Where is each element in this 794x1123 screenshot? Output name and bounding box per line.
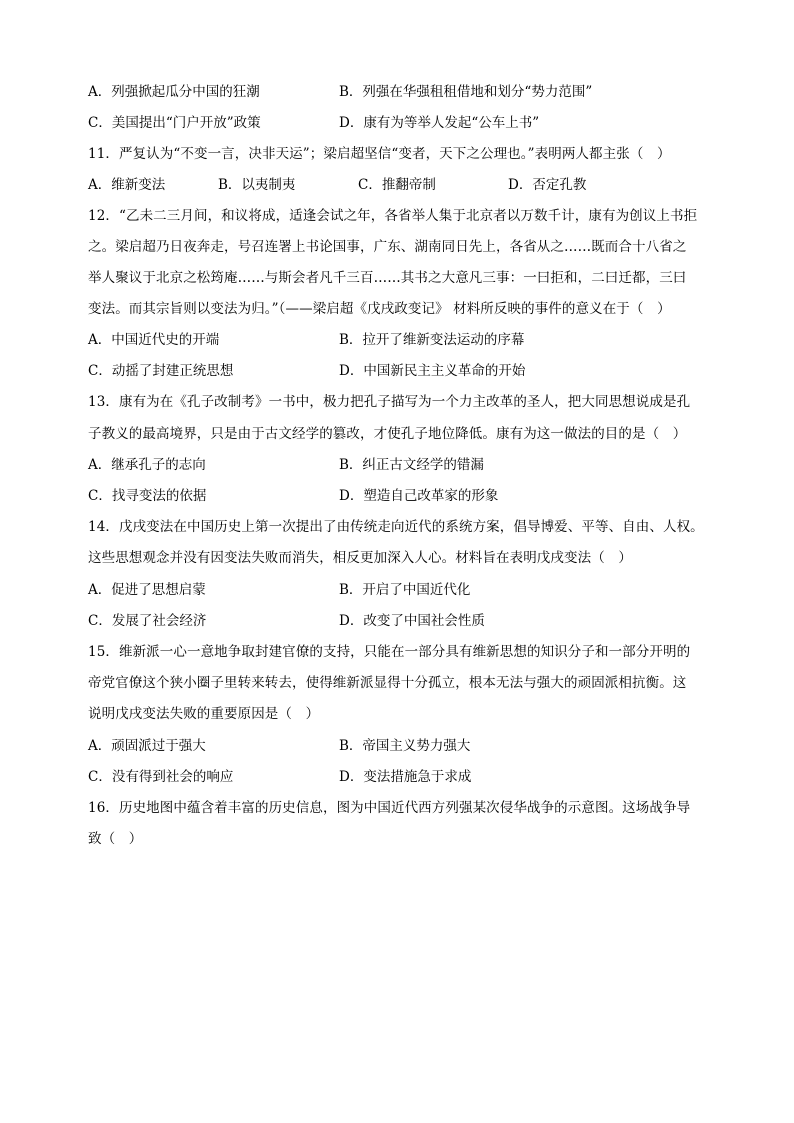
q10-option-c: C．美国提出“门户开放”政策 <box>88 115 261 131</box>
q11-option-d: D．否定孔教 <box>508 177 587 193</box>
q12-stem-line-2: 之。梁启超乃日夜奔走，号召连署上书论国事，广东、湖南同日先上，各省从之……既而合十八省之 <box>88 239 687 255</box>
q13-option-d: D．塑造自己改革家的形象 <box>339 488 499 504</box>
q11-option-c: C．推翻帝制 <box>358 177 436 193</box>
q11-stem: 11．严复认为“不变一言，决非天运”；梁启超坚信“变者，天下之公理也。”表明两人都主张（ ） <box>88 146 671 162</box>
q14-option-d: D．改变了中国社会性质 <box>339 613 485 629</box>
q16-stem-line-2: 致（ ） <box>88 831 143 847</box>
q15-option-d: D．变法措施急于求成 <box>339 769 472 785</box>
q15-option-a: A．顽固派过于强大 <box>88 738 206 754</box>
q14-option-b: B．开启了中国近代化 <box>339 582 471 598</box>
q10-option-d: D．康有为等举人发起“公车上书” <box>339 115 540 131</box>
q15-stem-line-1: 15．维新派一心一意地争取封建官僚的支持，只能在一部分具有维新思想的知识分子和一部分开明的 <box>88 644 691 660</box>
q13-option-a: A．继承孔子的志向 <box>88 457 206 473</box>
q13-option-b: B．纠正古文经学的错漏 <box>339 457 484 473</box>
q15-option-c: C．没有得到社会的响应 <box>88 769 234 785</box>
q12-option-a: A．中国近代史的开端 <box>88 332 220 348</box>
q15-stem-line-2: 帝党官僚这个狭小圈子里转来转去，使得维新派显得十分孤立，根本无法与强大的顽固派相抗衡。这 <box>88 675 687 691</box>
q14-option-c: C．发展了社会经济 <box>88 613 207 629</box>
q13-option-c: C．找寻变法的依据 <box>88 488 207 504</box>
q12-option-b: B．拉开了维新变法运动的序幕 <box>339 332 525 348</box>
q13-stem-line-1: 13．康有为在《孔子改制考》一书中，极力把孔子描写为一个力主改革的圣人，把大同思想说成是孔 <box>88 394 691 410</box>
q11-option-a: A．维新变法 <box>88 177 166 193</box>
q13-stem-line-2: 子教义的最高境界，只是由于古文经学的篡改，才使孔子地位降低。康有为这一做法的目的是（ ） <box>88 426 687 442</box>
q16-stem-line-1: 16．历史地图中蕴含着丰富的历史信息，图为中国近代西方列强某次侵华战争的示意图。这场战争导 <box>88 800 691 816</box>
q12-option-d: D．中国新民主主义革命的开始 <box>339 363 526 379</box>
q12-option-c: C．动摇了封建正统思想 <box>88 363 234 379</box>
q11-option-b: B．以夷制夷 <box>218 177 296 193</box>
q10-option-b: B．列强在华强租租借地和划分“势力范围” <box>339 84 593 100</box>
q14-option-a: A．促进了思想启蒙 <box>88 582 206 598</box>
q12-stem-line-1: 12．“乙未二三月间，和议将成，适逢会试之年，各省举人集于北京者以万数千计，康有为创议上书拒 <box>88 208 698 224</box>
q15-stem-line-3: 说明戊戌变法失败的重要原因是（ ） <box>88 706 320 722</box>
q14-stem-line-2: 这些思想观念并没有因变法失败而消失，相反更加深入人心。材料旨在表明戊戌变法（ ） <box>88 550 632 566</box>
q10-option-a: A．列强掀起瓜分中国的狂潮 <box>88 84 260 100</box>
q15-option-b: B．帝国主义势力强大 <box>339 738 471 754</box>
q12-stem-line-3: 举人聚议于北京之松筠庵……与斯会者凡千三百……其书之大意凡三事：一曰拒和，二曰迁都，三曰 <box>88 270 687 286</box>
q12-stem-line-4: 变法。而其宗旨则以变法为归。”（——梁启超《戊戌政变记》 材料所反映的事件的意义在于（ ） <box>88 301 671 317</box>
q14-stem-line-1: 14．戊戌变法在中国历史上第一次提出了由传统走向近代的系统方案，倡导博爱、平等、自由、人权。 <box>88 519 704 535</box>
